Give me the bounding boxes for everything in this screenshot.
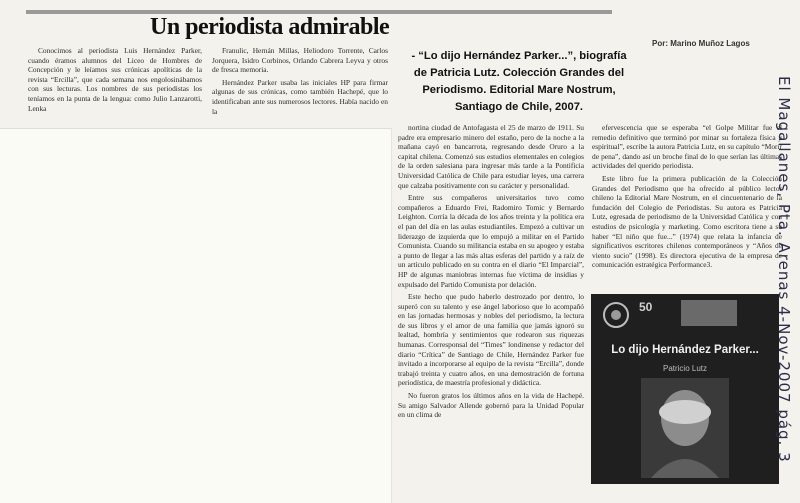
paragraph: Hernández Parker usaba las iniciales HP para firmar algunas de sus crónicas, como también Hachepé, que lo identificaban ante sus numerosos lectores. Había nacido en la (212, 77, 388, 116)
text-column-3 (398, 123, 584, 495)
collection-logo-icon (599, 300, 633, 330)
paragraph: Franulic, Hernán Millas, Heliodoro Torrente, Carlos Jorquera, Isidro Corbinos, Orlando Cabrera Leyva y otros de fresca memoria. (212, 46, 388, 75)
paragraph: nortina ciudad de Antofagasta el 25 de marzo de 1911. Su padre era empresario minero del estaño, pero de la noche a la mañana cayó en bancarrota, regresando desde Oruro a la capital chilena. Comenzó sus estudios elementales en colegios de la orden salesiana para ingresar más tarde a la Pontificia Universidad Católica de Chile para estudiar leyes, una carrera que calzaba positivamente con su carácter y personalidad. (398, 123, 584, 190)
paragraph: No fueron gratos los últimos años en la vida de Hachepé. Su amigo Salvador Allende gobernó para la Unidad Popular en un clima de (398, 391, 584, 420)
paragraph: Este hecho que pudo haberlo destrozado por dentro, lo superó con su talento y ese ángel laborioso que lo acompañó en las jornadas hermosas y nobles del periodismo, la lectura de sus libros y el amor de una familia que jamás ignoró su lealtad, hombría y sentimientos que rodearon sus riquezas humanas. Corresponsal del “Times” londinense y redactor del diario “Crítica” de Santiago de Chile, Hernández Parker fue invitado a incorporarse al equipo de la revista “Ercilla”, donde trabajó treinta y cuatro años, en una demostración de fortuna periodística, de maestría profesional y didáctica. (398, 292, 584, 388)
article-subtitle: - “Lo dijo Hernández Parker...”, biografía de Patricia Lutz. Colección Grandes del Periodismo. Editorial Mare Nostrum, Santiago de Chile, 2007. (411, 50, 627, 113)
cover-title: Lo dijo Hernández Parker... (611, 344, 759, 356)
cover-header-strip (681, 300, 737, 326)
text-column-2 (212, 46, 388, 128)
paragraph: Conocimos al periodista Luis Hernández Parker, cuando éramos alumnos del Liceo de Hombres de Concepción y le leíamos sus crónicas apolíticas de la revista “Ercilla”, que cada semana nos engolosinábamos con sus lecturas. Los nombres de sus periodistas los teníamos en la punta de la lengua: como Julio Lanzarotti, Lenka (28, 46, 202, 113)
cover-author: Patricio Lutz (662, 364, 708, 373)
article-byline: Por: Marino Muñoz Lagos (652, 39, 750, 48)
article-title: Un periodista admirable (150, 14, 390, 40)
book-cover-image (591, 294, 779, 484)
text-column-1 (28, 46, 202, 128)
cover-logo-number: 50 (639, 300, 653, 314)
paragraph: Este libro fue la primera publicación de la Colección Grandes del Periodismo que ha ofrecido al público lector chileno la Editorial Mare Nostrum, en el cincuentenario de la fundación del Colegio de Periodistas. Su autora es Patricia Lutz, egresada de periodismo de la Universidad Católica y con estudios de psicología y marketing. Como escritora tiene a su haber “El niño que fue...” (1974) que relata la infancia de significativos escritores chilenos contemporáneos y “Años de viento sucio” (1998). Es directora ejecutiva de la empresa de comunicación estratégica Performance3. (592, 173, 782, 270)
blank-area (0, 128, 392, 503)
portrait-photo-icon (641, 378, 729, 478)
paragraph: efervescencia que se esperaba “el Golpe Militar fue el remedio definitivo que terminó por minar su fortaleza física y espiritual”, escribe la autora Patricia Lutz, en su capítulo “Morir de pena”, dando así un broche final de lo que serían las últimas actividades del querido periodista. (592, 123, 782, 171)
paragraph: Entre sus compañeros universitarios tuvo como compañeros a Eduardo Frei, Radomiro Tomic y Bernardo Leighton. Corría la década de los años treinta y la política era el pan del día en las aulas estudiantiles. Empezó a cultivar un liderazgo de izquierda que lo empujó a militar en el Partido Comunista. Cuando su militancia estaba en su apogeo y estaba a punto de llegar a las más altas esferas del partido y a raíz de un artículo publicado en su contra en el diario “El Imparcial”, HP de algunas maniobras internas fue víctima de insidias y expulsado del Partido Comunista por delación. (398, 193, 584, 289)
handwritten-annotation: El Magallanes, Pta. Arenas 4-Nov-2007 pág. 3 (775, 76, 793, 463)
